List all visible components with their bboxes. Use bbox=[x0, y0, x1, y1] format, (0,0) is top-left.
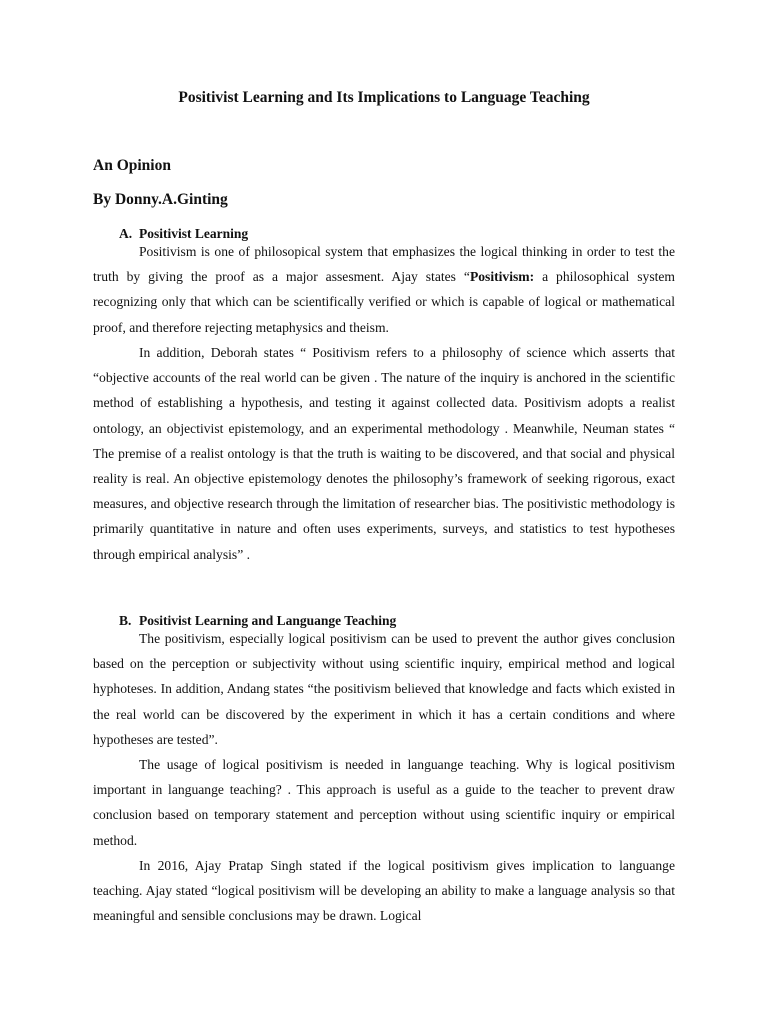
section-b-paragraph-1: The positivism, especially logical positivism can be used to prevent the author gives conclusion based on the perception or subjectivity without using scientific inquiry, empirical method and logical hyphoteses. In addition, Andang states “the positivism believed that knowledge and facts which existed in the real world can be discovered by the experiment in which it has a certain conditions and where hypotheses are tested”. bbox=[93, 631, 675, 747]
section-a-paragraph-1 bbox=[93, 239, 675, 340]
section-a-title: Positivist Learning bbox=[139, 226, 249, 241]
document-title: Positivist Learning and Its Implications to Language Teaching bbox=[178, 89, 590, 106]
opinion-label: An Opinion bbox=[93, 157, 171, 174]
section-b-letter: B. bbox=[119, 613, 132, 628]
author-byline: By Donny.A.Ginting bbox=[93, 191, 228, 208]
positivism-term: Positivism: bbox=[469, 269, 535, 285]
paragraph-text: a philosophical system recognizing only that which can be scientifically verified or which is capable of logical or mathematical proof, and therefore rejecting metaphysics and theism. bbox=[93, 269, 675, 335]
document-page bbox=[93, 0, 675, 1024]
section-b-paragraph-3: In 2016, Ajay Pratap Singh stated if the logical positivism gives implication to languange teaching. Ajay stated “logical positivism will be developing an ability to make a language analysis so that meaningful and sensible conclusions may be drawn. Logical bbox=[93, 858, 675, 924]
section-b-title: Positivist Learning and Languange Teaching bbox=[139, 613, 397, 628]
section-a-letter: A. bbox=[119, 226, 133, 241]
paragraph-text: Positivism is one of philosopical system that emphasizes the logical thinking in order to test the truth by giving the proof as a major assesment. Ajay states “ bbox=[93, 244, 675, 285]
section-b-paragraph-2: The usage of logical positivism is needed in languange teaching. Why is logical positivism important in languange teaching? . This approach is useful as a guide to the teacher to prevent draw conclusion based on temporary statement and perception without using scientific inquiry or empirical method. bbox=[93, 757, 675, 848]
section-a-paragraph-2: In addition, Deborah states “ Positivism refers to a philosophy of science which asserts that “objective accounts of the real world can be given . The nature of the inquiry is anchored in the scientific method of establishing a hypothesis, and testing it against collected data. Positivism adopts a realist ontology, an objectivist epistemology, and an experimental methodology . Meanwhile, Neuman states “ The premise of a realist ontology is that the truth is waiting to be discovered, and that social and physical reality is real. An objective epistemology denotes the philosophy’s framework of seeking rigorous, exact measures, and objective research through the limitation of researcher bias. The positivistic methodology is primarily quantitative in nature and often uses experiments, surveys, and statistics to test hypotheses through empirical analysis” . bbox=[93, 345, 675, 562]
